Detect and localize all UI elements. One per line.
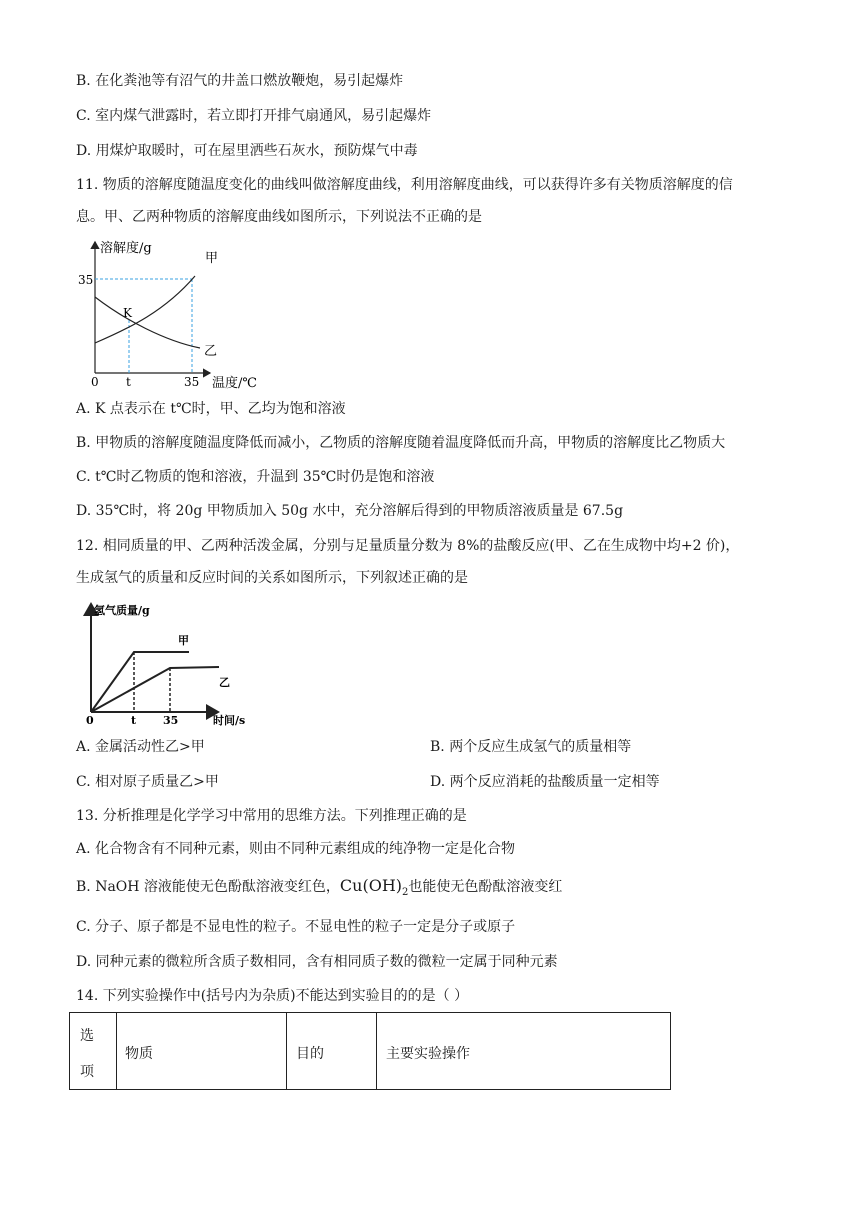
curve-yi (95, 297, 200, 348)
q13-option-d: D. 同种元素的微粒所含质子数相同，含有相同质子数的微粒一定属于同种元素 (76, 954, 558, 970)
q12-option-a: A. 金属活动性乙>甲 (76, 739, 205, 755)
q12-option-b: B. 两个反应生成氢气的质量相等 (430, 739, 632, 755)
q13-option-a: A. 化合物含有不同种元素，则由不同种元素组成的纯净物一定是化合物 (76, 841, 516, 857)
line-yi (91, 667, 219, 712)
series-jia-label: 甲 (205, 251, 219, 266)
q13-option-c: C. 分子、原子都是不显电性的粒子。不显电性的粒子一定是分子或原子 (76, 919, 516, 935)
x-axis-label: 时间/s (213, 714, 246, 727)
origin-label: 0 (91, 375, 99, 389)
header-operation-label: 主要实验操作 (386, 1046, 470, 1062)
q13-option-b (76, 876, 562, 899)
q11-option-b: B. 甲物质的溶解度随温度降低而减小，乙物质的溶解度随着温度降低而升高，甲物质的溶解度比乙物质大 (76, 435, 726, 451)
header-purpose-label: 目的 (296, 1046, 324, 1062)
table-header-option (70, 1013, 117, 1089)
q12-stem-line2: 生成氢气的质量和反应时间的关系如图所示，下列叙述正确的是 (76, 570, 468, 586)
series-jia-label: 甲 (178, 634, 189, 647)
q14-table (69, 1012, 671, 1090)
table-header-operation (377, 1013, 670, 1089)
x-tick-t: t (131, 714, 137, 727)
x-tick-t: t (126, 375, 131, 389)
y-tick-35: 35 (78, 273, 94, 287)
curve-jia (95, 276, 195, 343)
y-axis-label: 氢气质量/g (94, 604, 150, 617)
y-axis-label: 溶解度/g (100, 241, 152, 256)
q13-option-b-text: B. NaOH 溶液能使无色酚酞溶液变红色， (76, 879, 340, 895)
q10-option-b: B. 在化粪池等有沼气的井盖口燃放鞭炮，易引起爆炸 (76, 73, 404, 89)
q12-stem-line1: 12. 相同质量的甲、乙两种活泼金属，分别与足量质量分数为 8%的盐酸反应(甲、乙在生成物中均+2 价)， (76, 538, 740, 554)
q11-stem-line1: 11. 物质的溶解度随温度变化的曲线叫做溶解度曲线，利用溶解度曲线，可以获得许多有关物质溶解度的信 (76, 177, 733, 193)
q11-option-d: D. 35℃时，将 20g 甲物质加入 50g 水中，充分溶解后得到的甲物质溶液质量是 67.5g (76, 503, 624, 519)
q11-option-c: C. t℃时乙物质的饱和溶液，升温到 35℃时仍是饱和溶液 (76, 469, 435, 485)
series-yi-label: 乙 (219, 676, 230, 689)
table-header-purpose (287, 1013, 377, 1089)
q10-option-c: C. 室内煤气泄露时，若立即打开排气扇通风，易引起爆炸 (76, 108, 432, 124)
q13-stem: 13. 分析推理是化学学习中常用的思维方法。下列推理正确的是 (76, 808, 467, 824)
q13-option-b-tail: 也能使无色酚酞溶液变红 (408, 879, 563, 895)
header-substance-label: 物质 (125, 1046, 153, 1062)
header-option-line2: 项 (80, 1064, 94, 1080)
q14-stem: 14. 下列实验操作中(括号内为杂质)不能达到实验目的的是（ ） (76, 988, 469, 1004)
table-header-substance (117, 1013, 287, 1089)
q12-option-d: D. 两个反应消耗的盐酸质量一定相等 (430, 774, 660, 790)
series-yi-label: 乙 (204, 344, 218, 359)
q10-option-d: D. 用煤炉取暖时，可在屋里洒些石灰水，预防煤气中毒 (76, 143, 418, 159)
q11-stem-line2: 息。甲、乙两种物质的溶解度曲线如图所示，下列说法不正确的是 (76, 209, 482, 225)
origin-label: 0 (86, 714, 94, 727)
solubility-curve-figure (70, 236, 270, 394)
x-axis-label: 温度/℃ (212, 376, 257, 391)
header-option-line1: 选 (80, 1028, 94, 1044)
point-k-label: K (123, 306, 132, 320)
q13-option-b-formula: Cu(OH) (339, 876, 403, 895)
hydrogen-mass-figure (82, 600, 257, 728)
q13-option-b-subscript: 2 (402, 887, 409, 898)
q12-option-c: C. 相对原子质量乙>甲 (76, 774, 219, 790)
q11-option-a: A. K 点表示在 t℃时，甲、乙均为饱和溶液 (76, 401, 346, 417)
x-tick-35: 35 (163, 714, 179, 727)
x-tick-35: 35 (184, 375, 200, 389)
